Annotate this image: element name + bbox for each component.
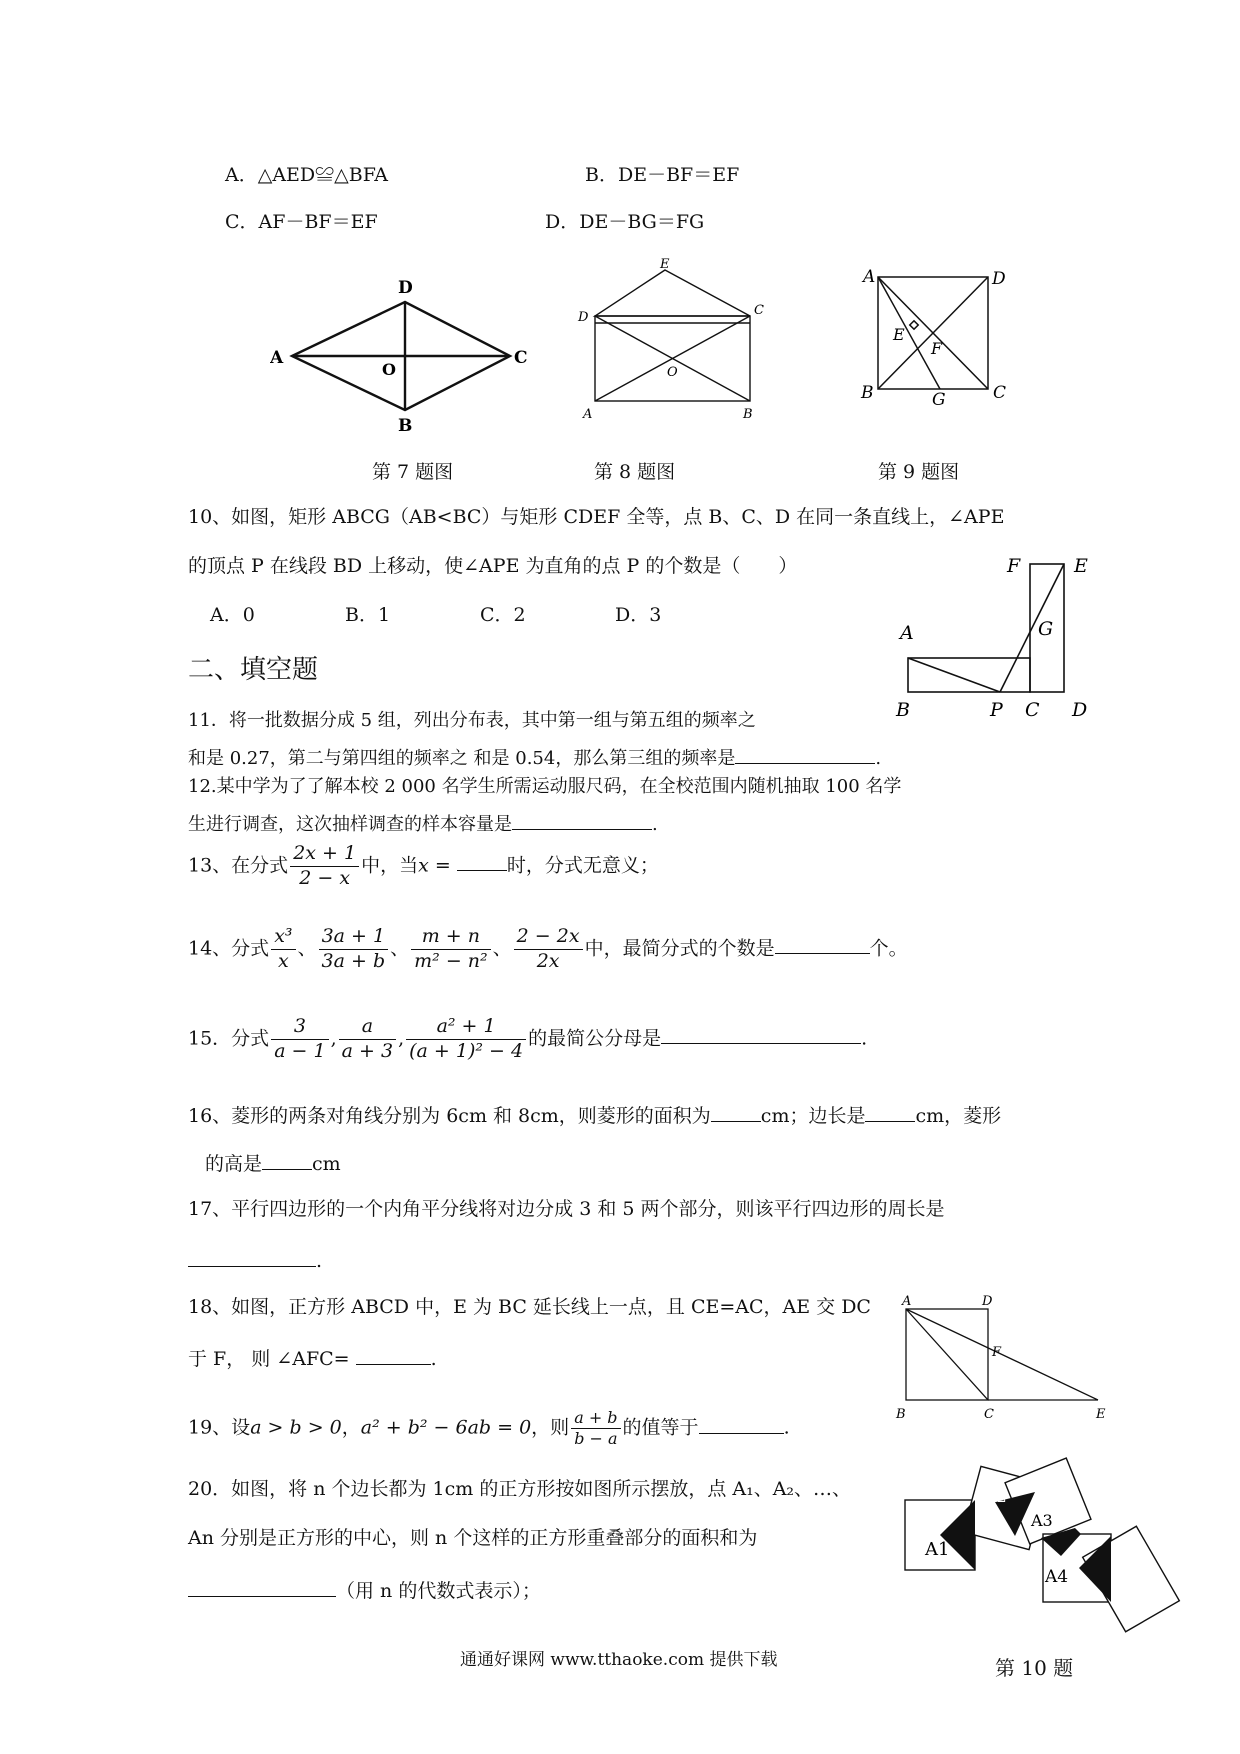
fig9-label-c: C <box>993 383 1007 403</box>
fig8-label-b: B <box>743 407 753 422</box>
q18-line2 <box>188 1346 437 1369</box>
fig7-label-d: D <box>398 278 413 298</box>
q12-answer-blank[interactable] <box>512 811 652 830</box>
figure-8-rectangle <box>575 258 775 423</box>
fig10-label-b: B <box>896 699 910 721</box>
fig10-label-p: P <box>990 699 1003 721</box>
q19-line <box>188 1408 790 1449</box>
q16-line1 <box>188 1103 1001 1126</box>
q15-f2-num: a <box>339 1015 396 1040</box>
q10-option-c: C．2 <box>480 604 526 626</box>
q14-answer-blank[interactable] <box>775 935 870 954</box>
q11-line1: 11．将一批数据分成 5 组，列出分布表，其中第一组与第五组的频率之 <box>188 710 756 731</box>
q15-fraction-1 <box>271 1015 328 1064</box>
q19-prefix: 19、设 <box>188 1416 251 1439</box>
q13-denominator: 2 − x <box>299 866 351 889</box>
fig18-label-e: E <box>1096 1407 1106 1422</box>
q17-line2 <box>188 1248 322 1271</box>
q9-option-b: B．DE－BF＝EF <box>585 164 740 186</box>
q11-answer-blank[interactable] <box>735 745 875 764</box>
q19-denominator: b − a <box>574 1429 618 1448</box>
q16-height-blank[interactable] <box>262 1151 312 1170</box>
q14-fraction-1 <box>271 925 295 974</box>
q14-f4-num: 2 − 2x <box>514 925 583 950</box>
fig20-label-a2: A2 <box>985 1487 1007 1506</box>
q10-line1: 10、如图，矩形 ABCG（AB<BC）与矩形 CDEF 全等，点 B、C、D 在同一条直线上，∠APE <box>188 506 1005 528</box>
fig9-label-a: A <box>863 267 876 287</box>
q13-var: x <box>418 854 429 877</box>
fig9-label-f: F <box>931 339 943 358</box>
q16-area-blank[interactable] <box>711 1103 761 1122</box>
q15-f3-den: (a + 1)² − 4 <box>409 1039 524 1062</box>
q14-f2-num: 3a + 1 <box>319 925 389 950</box>
q20-answer-blank[interactable] <box>188 1578 336 1597</box>
fig10-label-d: D <box>1072 699 1088 721</box>
q14-f4-den: 2x <box>536 949 560 972</box>
fig8-label-a: A <box>583 407 593 422</box>
q14-suffix: 中，最简分式的个数是 <box>584 937 775 960</box>
fig18-label-c: C <box>984 1407 994 1422</box>
q16-line2 <box>205 1151 341 1174</box>
figure-7-caption: 第 7 题图 <box>372 461 454 483</box>
fig20-label-a3: A3 <box>1031 1511 1053 1530</box>
q17-end: . <box>316 1250 323 1272</box>
q15-suffix: 的最简公分母是 <box>528 1027 662 1050</box>
q19-equation: a² + b² − 6ab = 0 <box>360 1416 532 1439</box>
fig8-label-o: O <box>667 365 678 380</box>
q9-option-d: D．DE－BG＝FG <box>545 211 705 233</box>
q10-option-b: B．1 <box>345 604 391 626</box>
q11-line2 <box>188 745 881 768</box>
q19-answer-blank[interactable] <box>699 1415 784 1434</box>
q19-sep: ， <box>341 1416 361 1439</box>
fig7-label-o: O <box>382 360 396 379</box>
fig10-label-e: E <box>1074 555 1088 577</box>
q17-answer-blank[interactable] <box>188 1248 316 1267</box>
q18-answer-blank[interactable] <box>356 1346 431 1365</box>
fig9-label-e: E <box>893 325 905 344</box>
q14-prefix: 14、分式 <box>188 937 270 960</box>
q16-text-c: cm，菱形 <box>915 1105 1002 1127</box>
figure-9-square <box>845 262 1020 412</box>
figure-20-caption: 第 10 题 <box>995 1656 1074 1680</box>
q14-sep-3: 、 <box>492 937 512 960</box>
fig18-label-d: D <box>982 1294 993 1309</box>
q14-f3-den: m² − n² <box>414 949 488 972</box>
fig10-label-c: C <box>1025 699 1040 721</box>
q16-text-b: cm；边长是 <box>760 1105 866 1127</box>
q15-line <box>188 1015 867 1064</box>
q10-option-d: D．3 <box>615 604 662 626</box>
fig10-label-a: A <box>900 622 914 644</box>
q13-line <box>188 842 659 891</box>
q14-f1-num: x³ <box>271 925 295 950</box>
q20-line3 <box>188 1578 541 1601</box>
figure-9-caption: 第 9 题图 <box>878 461 960 483</box>
q15-end: . <box>861 1027 868 1050</box>
q19-condition: a > b > 0 <box>250 1416 342 1439</box>
q19-fraction <box>571 1408 620 1449</box>
q13-answer-blank[interactable] <box>457 852 507 871</box>
fig7-label-b: B <box>398 416 413 435</box>
q10-option-a: A．0 <box>210 604 255 626</box>
fig18-label-f: F <box>992 1345 1002 1360</box>
q20-line1: 20．如图，将 n 个边长都为 1cm 的正方形按如图所示摆放，点 A₁、A₂、…、 <box>188 1478 852 1500</box>
q15-fraction-2 <box>339 1015 396 1064</box>
q19-end: . <box>783 1416 790 1439</box>
fig8-label-d: D <box>578 310 589 325</box>
q13-suffix: 时，分式无意义； <box>506 854 659 877</box>
fig20-label-a4: A4 <box>1045 1567 1069 1587</box>
page-footer: 通通好课网 www.tthaoke.com 提供下载 <box>460 1650 778 1670</box>
q14-line <box>188 925 908 974</box>
q12-line2 <box>188 811 658 834</box>
q20-line2: An 分别是正方形的中心，则 n 个这样的正方形重叠部分的面积和为 <box>188 1527 758 1549</box>
q17-line1: 17、平行四边形的一个内角平分线将对边分成 3 和 5 两个部分，则该平行四边形的周长是 <box>188 1198 945 1220</box>
q11-text: 和是 0.27，第二与第四组的频率之 和是 0.54，那么第三组的频率是 <box>188 748 736 769</box>
q14-f2-den: 3a + b <box>321 949 386 972</box>
q13-numerator: 2x + 1 <box>290 842 359 867</box>
q15-comma-1: , <box>330 1027 337 1050</box>
q15-fraction-3 <box>406 1015 526 1064</box>
fig8-label-e: E <box>660 258 670 272</box>
q19-suffix: 的值等于 <box>622 1416 699 1439</box>
fig18-label-b: B <box>896 1407 906 1422</box>
q15-f1-num: 3 <box>271 1015 328 1040</box>
q18-end: . <box>430 1348 437 1370</box>
fig10-label-g: G <box>1038 618 1054 640</box>
q13-eq: = <box>428 854 457 877</box>
q10-line2: 的顶点 P 在线段 BD 上移动，使∠APE 为直角的点 P 的个数是（ ） <box>188 555 798 577</box>
q15-prefix: 15．分式 <box>188 1027 270 1050</box>
q19-then: ，则 <box>531 1416 570 1439</box>
q15-comma-2: , <box>398 1027 405 1050</box>
figure-q10-rectangles <box>880 550 1110 725</box>
q16-text-d: 的高是 <box>205 1153 263 1175</box>
q13-prefix: 13、在分式 <box>188 854 289 877</box>
section-2-heading: 二、填空题 <box>188 655 319 685</box>
figure-q20-overlapping-squares <box>895 1440 1190 1645</box>
q14-fraction-4 <box>514 925 583 974</box>
fig20-label-a1: A1 <box>925 1539 950 1560</box>
fig7-label-a: A <box>270 348 284 368</box>
q14-fraction-3 <box>411 925 491 974</box>
fig8-label-c: C <box>754 303 764 318</box>
q19-numerator: a + b <box>571 1408 620 1429</box>
figure-8-caption: 第 8 题图 <box>594 461 676 483</box>
q14-f1-den: x <box>278 949 289 972</box>
q9-option-a: A．△AED≌△BFA <box>225 164 388 186</box>
q16-side-blank[interactable] <box>865 1103 915 1122</box>
q12-text: 生进行调查，这次抽样调查的样本容量是 <box>188 814 512 835</box>
q14-fraction-2 <box>319 925 389 974</box>
q12-line1: 12.某中学为了了解本校 2 000 名学生所需运动服尺码，在全校范围内随机抽取 100 名学 <box>188 776 902 797</box>
q14-sep-2: 、 <box>390 937 410 960</box>
fig18-label-a: A <box>902 1294 912 1309</box>
q12-end: . <box>652 814 658 835</box>
q16-text-e: cm <box>312 1153 341 1175</box>
q14-end: 个。 <box>869 937 908 960</box>
q20-text: （用 n 的代数式表示）； <box>336 1580 541 1602</box>
q18-line1: 18、如图，正方形 ABCD 中，E 为 BC 延长线上一点，且 CE=AC，AE 交 DC <box>188 1296 871 1318</box>
fig9-label-b: B <box>861 383 874 403</box>
q13-mid: 中，当 <box>361 854 419 877</box>
q14-sep-1: 、 <box>297 937 317 960</box>
q15-f2-den: a + 3 <box>341 1039 394 1062</box>
q13-fraction <box>290 842 359 891</box>
figure-q18-square <box>890 1292 1115 1422</box>
q14-f3-num: m + n <box>411 925 491 950</box>
fig9-label-g: G <box>932 390 946 410</box>
q15-answer-blank[interactable] <box>661 1025 861 1044</box>
q15-f3-num: a² + 1 <box>406 1015 526 1040</box>
q11-end: . <box>875 748 882 769</box>
fig10-label-f: F <box>1007 555 1021 577</box>
q16-text-a: 16、菱形的两条对角线分别为 6cm 和 8cm，则菱形的面积为 <box>188 1105 711 1127</box>
fig9-label-d: D <box>992 269 1006 289</box>
q9-option-c: C．AF－BF＝EF <box>225 211 378 233</box>
fig7-label-c: C <box>514 348 528 368</box>
q18-text: 于 F， 则 ∠AFC= <box>188 1348 356 1370</box>
q15-f1-den: a − 1 <box>274 1039 326 1062</box>
figure-7-rhombus <box>270 275 540 435</box>
